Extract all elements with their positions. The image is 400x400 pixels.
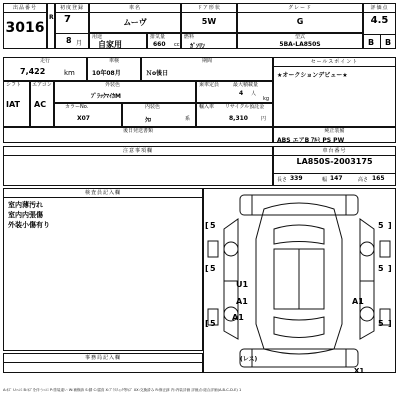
color-value: ﾌﾞﾗｯｸﾏｲｶM xyxy=(91,93,121,100)
ac-label: エアコン xyxy=(32,82,52,88)
width-value: 147 xyxy=(330,175,343,182)
name-box xyxy=(89,3,181,33)
use-value: 自家用 xyxy=(98,40,122,49)
mark-mid-right: 5 xyxy=(378,264,384,273)
width-label: 幅 xyxy=(322,177,328,183)
doors-value: 5W xyxy=(201,17,217,26)
height-label: 高さ xyxy=(358,177,369,183)
displacement-label: 排気量 xyxy=(150,34,166,40)
lot-box xyxy=(3,3,47,49)
overall-score: 4.5 xyxy=(370,15,389,26)
displacement-unit: cc xyxy=(174,42,180,48)
score-label: 評価点 xyxy=(364,4,395,13)
mileage-label: 走行 xyxy=(39,58,50,64)
inspection-value: 10年08月 xyxy=(92,70,121,77)
lot-number: 3016 xyxy=(5,20,45,36)
bracket-bottom-right: ] xyxy=(388,319,392,328)
period-box xyxy=(141,57,273,81)
use-box xyxy=(89,33,147,49)
mark-top-right: 5 xyxy=(378,221,384,230)
car-diagram-outline xyxy=(204,189,395,372)
name-label: 車名 xyxy=(90,4,180,13)
model-value: 5BA-LA850S xyxy=(279,41,321,48)
month-unit: 月 xyxy=(76,40,83,47)
lot-label: 出品番号 xyxy=(4,4,46,13)
interior-score: B xyxy=(385,38,392,47)
shift-value: IAT xyxy=(6,100,21,109)
seats-label: 乗車定員 xyxy=(199,82,220,88)
month-value: 8 xyxy=(66,36,72,45)
fuel-value: ｶﾞｿﾘﾝ xyxy=(190,43,206,50)
remark-line-1: 室内薄汚れ xyxy=(8,201,43,209)
displacement-value: 660 xyxy=(153,41,166,48)
auction-sheet xyxy=(3,3,396,395)
remark-line-3: 外装小傷有り xyxy=(8,221,50,229)
car-name: ムーヴ xyxy=(123,18,147,27)
mileage-unit: km xyxy=(64,69,75,77)
notes-box xyxy=(3,146,273,186)
interior-color-box xyxy=(122,103,196,127)
fuel-label: 燃料 xyxy=(184,34,195,40)
interior-color-value: ｸﾛ xyxy=(145,117,152,124)
mark-a1-mid: A1 xyxy=(232,313,244,322)
model-box xyxy=(237,33,363,49)
mark-mid-left: 5 xyxy=(210,264,216,273)
inspection-label: 車検 xyxy=(108,58,119,64)
remark-line-2: 室内内張傷 xyxy=(8,211,43,219)
length-value: 339 xyxy=(290,175,303,182)
seats-box xyxy=(196,81,273,103)
length-label: 長さ xyxy=(277,177,288,183)
bracket-bottom-left: [ xyxy=(205,319,209,328)
interior-color-label: 内装色 xyxy=(145,104,161,110)
seats-value: 4 xyxy=(239,90,244,97)
recycle-label: リサイクル預託金 xyxy=(225,104,265,110)
equipment-box xyxy=(273,127,396,143)
mark-bottom-right: 5 xyxy=(378,319,384,328)
model-label: 型式 xyxy=(294,34,305,40)
recycle-box xyxy=(196,103,273,127)
use-label: 用途 xyxy=(92,34,103,40)
doors-box xyxy=(181,3,237,33)
recycle-value: 8,310 xyxy=(229,115,248,122)
seats-unit: 人 xyxy=(251,91,257,97)
shift-label: シフト xyxy=(6,82,22,88)
mark-u1: U1 xyxy=(236,280,249,289)
sales-point: ★オークションデビュー★ xyxy=(277,72,348,79)
bracket-mid-right: ] xyxy=(388,264,392,273)
recycle-unit: 円 xyxy=(261,116,267,122)
mark-a1-left: A1 xyxy=(236,297,248,306)
office-box xyxy=(3,353,203,373)
ac-box xyxy=(30,81,54,127)
sales-box xyxy=(273,57,396,127)
code-label: カラーNo. xyxy=(65,104,89,110)
color-label: 外装色 xyxy=(105,82,121,88)
equipment-value: ABS エアB ｱﾙﾐ PS PW xyxy=(277,137,345,144)
damage-diagram-box xyxy=(203,188,396,373)
load-unit: kg xyxy=(263,96,270,102)
era-label: R xyxy=(49,14,54,21)
chassis-box xyxy=(273,146,396,186)
ac-value: AC xyxy=(34,100,47,109)
chassis-number: LA850S-2003175 xyxy=(296,157,373,166)
exterior-score: B xyxy=(368,38,375,47)
load-label: 最大積載量 xyxy=(233,82,259,88)
grade-value: G xyxy=(296,17,304,26)
office-label: 事務局記入欄 xyxy=(4,354,202,363)
mark-x1: X1 xyxy=(354,367,365,375)
bracket-top-left: [ xyxy=(205,221,209,230)
sales-label: セールスポイント xyxy=(274,58,395,67)
doors-label: ドア形状 xyxy=(182,4,236,13)
import-unit: 系 xyxy=(185,116,191,122)
documents-box xyxy=(3,127,273,143)
displacement-box xyxy=(147,33,181,49)
documents-label: 後日発送書類 xyxy=(122,128,153,134)
inspection-remarks-box xyxy=(3,188,203,351)
year-label: 初度登録 xyxy=(56,4,88,13)
mileage-box xyxy=(3,57,87,81)
fuel-box xyxy=(181,33,237,49)
inspection-remarks-label: 検査員記入欄 xyxy=(4,189,202,198)
code-value: X07 xyxy=(77,115,90,122)
bracket-top-right: ] xyxy=(388,221,392,230)
mark-a1-right: A1 xyxy=(352,297,364,306)
code-box xyxy=(54,103,122,127)
bracket-mid-left: [ xyxy=(205,264,209,273)
grade-label: グレード xyxy=(238,4,362,13)
period-value: Ｎo後日 xyxy=(146,70,169,77)
equipment-label: 純正装備 xyxy=(324,128,345,134)
notes-label: 注意事項欄 xyxy=(4,147,272,156)
import-label: 輸入車 xyxy=(199,104,215,110)
legend-footer: A:ｷｽﾞ U:ﾍｺﾐ B:ｷｽﾞを伴うﾍｺﾐ P:塗装違い W:補修跡 S:錆 C:腐食 X:ﾌﾟﾗｽﾃｨｯｸ等ｷｽﾞ XX:交換済み R:修正跡 内:内装評価 評価点:総合評価(A-B-C-D-E) 1 xyxy=(3,388,242,392)
shift-box xyxy=(3,81,30,127)
mileage-value: 7,422 xyxy=(20,67,46,76)
period-label: 期間 xyxy=(201,58,212,64)
mark-top-left: 5 xyxy=(210,221,216,230)
inspection-box xyxy=(87,57,141,81)
height-value: 165 xyxy=(372,175,385,182)
grade-box xyxy=(237,3,363,33)
color-box xyxy=(54,81,196,103)
year-box xyxy=(55,3,89,49)
mark-bottom-left: 5 xyxy=(210,319,216,328)
chassis-label: 車台番号 xyxy=(274,147,395,156)
mark-les: (レス) xyxy=(240,356,258,363)
year-value: 7 xyxy=(64,14,71,25)
era-box xyxy=(47,3,55,49)
score-box xyxy=(363,3,396,49)
